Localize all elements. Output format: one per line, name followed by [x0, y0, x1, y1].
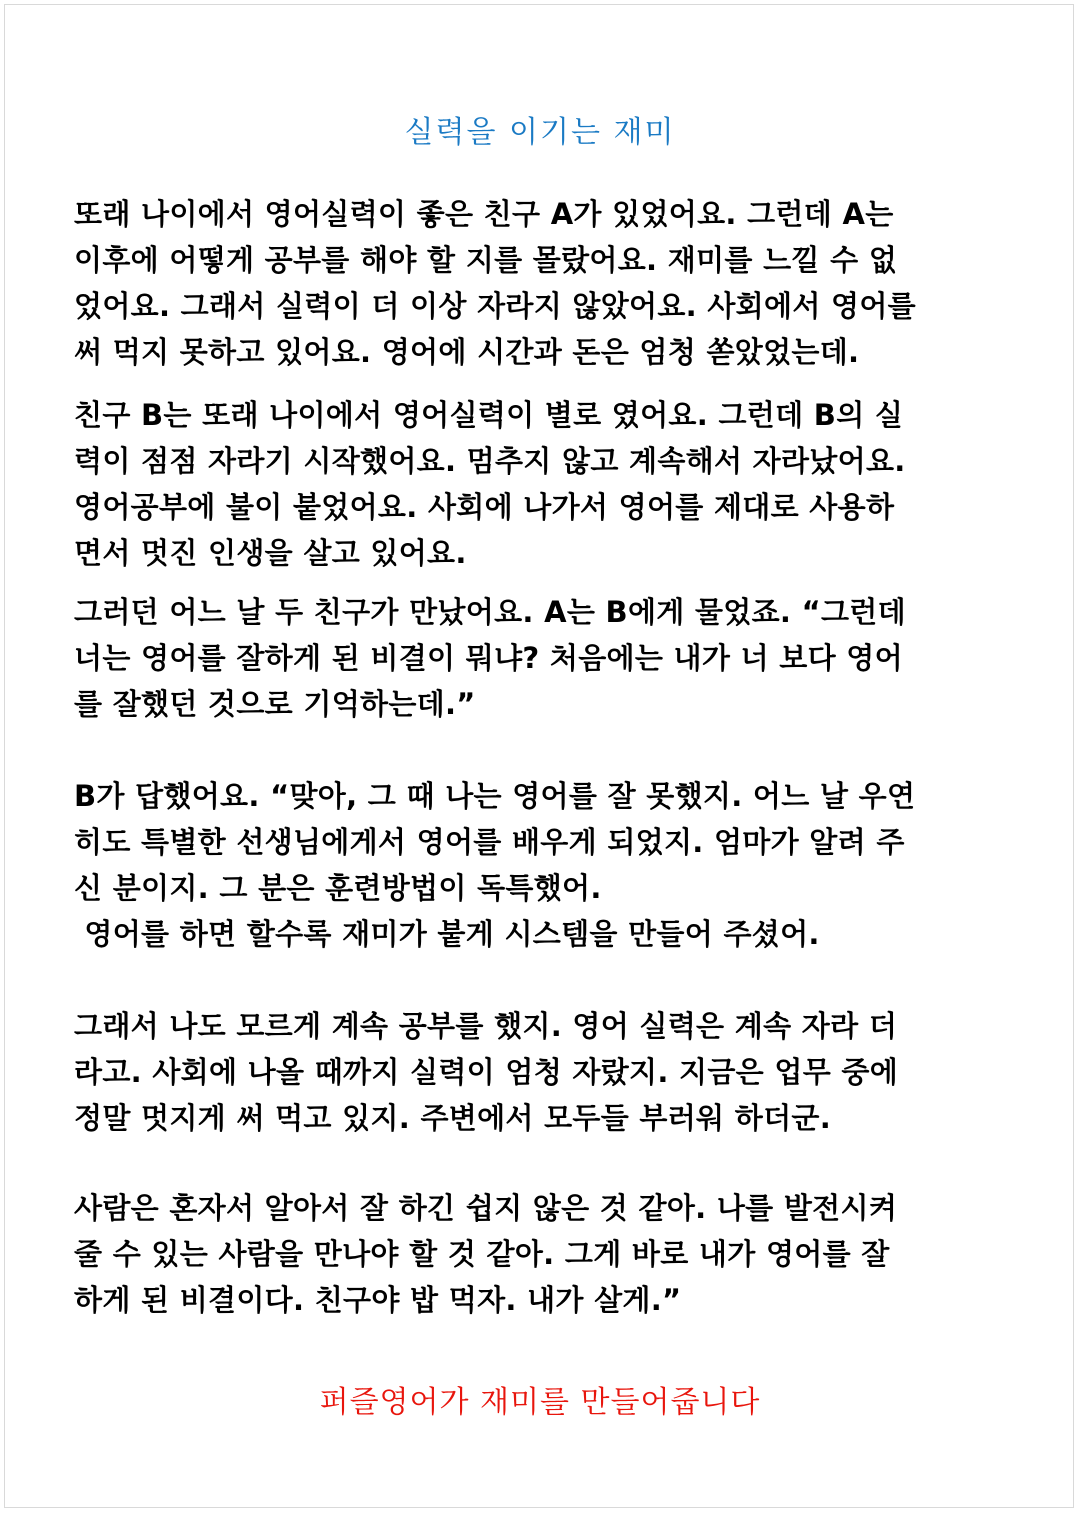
paragraph-line: 그러던 어느 날 두 친구가 만났어요. A는 B에게 물었죠. “그런데 — [74, 595, 906, 629]
paragraph-line: 줄 수 있는 사람을 만나야 할 것 같아. 그게 바로 내가 영어를 잘 — [74, 1237, 890, 1271]
page-title: 실력을 이기는 재미 — [404, 115, 676, 150]
paragraph-line: 너는 영어를 잘하게 된 비결이 뭐냐? 처음에는 내가 너 보다 영어 — [74, 641, 903, 675]
paragraph-4 — [74, 773, 1006, 957]
paragraph-line: 영어를 하면 할수록 재미가 붙게 시스템을 만들어 주셨어. — [74, 917, 820, 951]
paragraph-line: 를 잘했던 것으로 기억하는데.” — [74, 687, 476, 721]
paragraph-line: 히도 특별한 선생님에게서 영어를 배우게 되었지. 엄마가 알려 주 — [74, 825, 905, 859]
paragraph-line: 사람은 혼자서 알아서 잘 하긴 쉽지 않은 것 같아. 나를 발전시켜 — [74, 1191, 898, 1225]
paragraph-3 — [74, 589, 1006, 727]
paragraph-line: B가 답했어요. “맞아, 그 때 나는 영어를 잘 못했지. 어느 날 우연 — [74, 779, 916, 813]
paragraph-2 — [74, 392, 1006, 576]
paragraph-line: 써 먹지 못하고 있어요. 영어에 시간과 돈은 엄청 쏟았었는데. — [74, 335, 860, 369]
paragraph-6 — [74, 1185, 1006, 1323]
paragraph-line: 었어요. 그래서 실력이 더 이상 자라지 않았어요. 사회에서 영어를 — [74, 289, 916, 323]
paragraph-5 — [74, 1003, 1006, 1141]
paragraph-line: 정말 멋지게 써 먹고 있지. 주변에서 모두들 부러워 하더군. — [74, 1101, 832, 1135]
paragraph-line: 그래서 나도 모르게 계속 공부를 했지. 영어 실력은 계속 자라 더 — [74, 1009, 898, 1043]
paragraph-line: 라고. 사회에 나올 때까지 실력이 엄청 자랐지. 지금은 업무 중에 — [74, 1055, 899, 1089]
paragraph-line: 면서 멋진 인생을 살고 있어요. — [74, 536, 467, 570]
paragraph-line: 또래 나이에서 영어실력이 좋은 친구 A가 있었어요. 그런데 A는 — [74, 197, 894, 231]
paragraph-line: 영어공부에 불이 붙었어요. 사회에 나가서 영어를 제대로 사용하 — [74, 490, 895, 524]
footer-slogan: 퍼즐영어가 재미를 만들어줍니다 — [319, 1385, 761, 1420]
paragraph-line: 친구 B는 또래 나이에서 영어실력이 별로 였어요. 그런데 B의 실 — [74, 398, 904, 432]
paragraph-line: 하게 된 비결이다. 친구야 밥 먹자. 내가 살게.” — [74, 1283, 682, 1317]
paragraph-line: 력이 점점 자라기 시작했어요. 멈추지 않고 계속해서 자라났어요. — [74, 444, 906, 478]
paragraph-1 — [74, 191, 1006, 375]
paragraph-line: 이후에 어떻게 공부를 해야 할 지를 몰랐어요. 재미를 느낄 수 없 — [74, 243, 898, 277]
paragraph-line: 신 분이지. 그 분은 훈련방법이 독특했어. — [74, 871, 602, 905]
